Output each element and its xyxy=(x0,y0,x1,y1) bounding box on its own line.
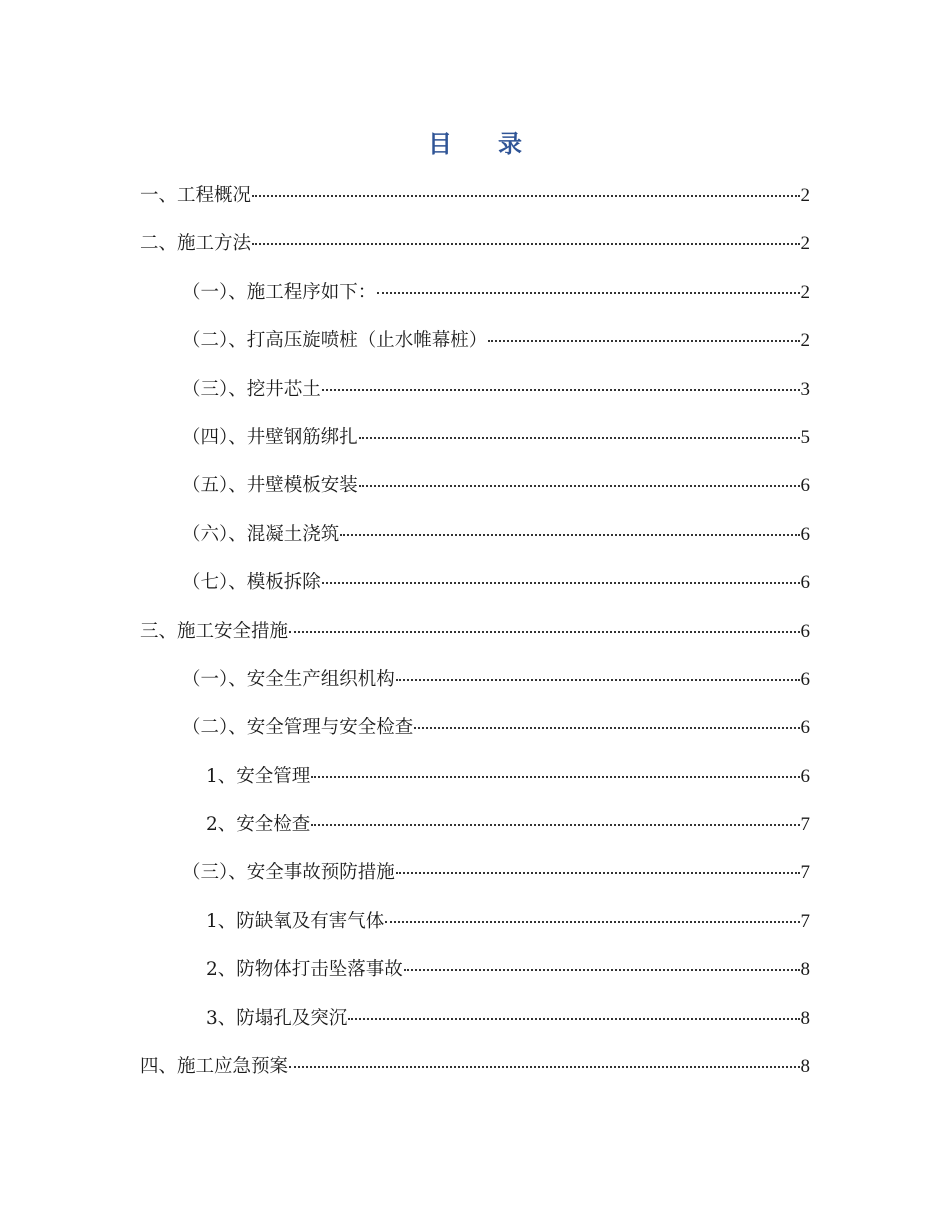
toc-page-number: 6 xyxy=(800,717,810,739)
toc-page-number: 2 xyxy=(800,233,810,255)
toc-dot-leader xyxy=(289,631,799,633)
toc-entry-label: 2、防物体打击坠落事故 xyxy=(206,959,403,981)
toc-entry-label: （三）、安全事故预防措施 xyxy=(182,862,395,884)
toc-page-number: 2 xyxy=(800,330,810,352)
toc-entry[interactable] xyxy=(140,174,810,222)
toc-page-number: 2 xyxy=(800,281,810,303)
toc-dot-leader xyxy=(252,243,799,245)
toc-dot-leader xyxy=(311,776,799,778)
toc-entry[interactable] xyxy=(140,222,810,270)
toc-page-number: 7 xyxy=(800,814,810,836)
toc-dot-leader xyxy=(359,437,800,439)
toc-page-number: 3 xyxy=(800,378,810,400)
toc-entry[interactable] xyxy=(140,610,810,658)
toc-entry[interactable] xyxy=(140,464,810,512)
toc-entry-label: 三、施工安全措施 xyxy=(140,620,289,642)
toc-entry[interactable] xyxy=(140,416,810,464)
toc-page-number: 8 xyxy=(800,959,810,981)
toc-entry-label: 3、防塌孔及突沉 xyxy=(206,1007,348,1029)
toc-page-number: 8 xyxy=(800,1007,810,1029)
toc-entry[interactable] xyxy=(140,755,810,803)
toc-page-number: 6 xyxy=(800,620,810,642)
toc-dot-leader xyxy=(322,582,800,584)
toc-entry[interactable] xyxy=(140,271,810,319)
toc-title-part-2: 录 xyxy=(498,130,522,158)
toc-title-part-1: 目 xyxy=(428,130,452,158)
toc-dot-leader xyxy=(348,1018,799,1020)
toc-dot-leader xyxy=(322,389,800,391)
toc-entry[interactable] xyxy=(140,948,810,996)
toc-dot-leader xyxy=(252,195,799,197)
toc-list xyxy=(140,174,810,1093)
toc-entry-label: 一、工程概况 xyxy=(140,185,252,206)
toc-entry-label: （一）、安全生产组织机构 xyxy=(182,668,395,690)
toc-page-number: 6 xyxy=(800,668,810,690)
toc-dot-leader xyxy=(340,534,799,536)
toc-entry-label: （二）、安全管理与安全检查 xyxy=(182,717,414,739)
toc-dot-leader xyxy=(377,292,799,294)
toc-entry[interactable] xyxy=(140,513,810,561)
toc-entry-label: （七）、模板拆除 xyxy=(182,572,321,594)
toc-entry[interactable] xyxy=(140,997,810,1045)
toc-dot-leader xyxy=(385,921,799,923)
toc-page-number: 6 xyxy=(800,475,810,497)
toc-dot-leader xyxy=(289,1066,799,1068)
toc-page-number: 7 xyxy=(800,910,810,932)
toc-title xyxy=(0,124,950,164)
toc-entry-label: （四）、井壁钢筋绑扎 xyxy=(182,426,358,448)
toc-dot-leader xyxy=(396,872,800,874)
toc-entry[interactable] xyxy=(140,658,810,706)
toc-entry-label: （一）、施工程序如下： xyxy=(182,281,377,303)
toc-page-number: 6 xyxy=(800,765,810,787)
toc-dot-leader xyxy=(404,969,800,971)
toc-entry-label: 1、安全管理 xyxy=(206,765,311,787)
toc-entry-label: （六）、混凝土浇筑 xyxy=(182,523,340,545)
toc-entry-label: （五）、井壁模板安装 xyxy=(182,475,358,497)
toc-entry-label: 四、施工应急预案 xyxy=(140,1056,289,1078)
toc-page-number: 5 xyxy=(800,426,810,448)
toc-entry-label: 2、安全检查 xyxy=(206,814,311,836)
toc-page-number: 2 xyxy=(800,185,810,206)
toc-entry-label: 二、施工方法 xyxy=(140,233,252,255)
toc-entry[interactable] xyxy=(140,1045,810,1093)
toc-dot-leader xyxy=(359,485,800,487)
toc-dot-leader xyxy=(488,340,799,342)
toc-dot-leader xyxy=(396,679,800,681)
toc-entry[interactable] xyxy=(140,900,810,948)
toc-page-number: 8 xyxy=(800,1056,810,1078)
toc-page-number: 7 xyxy=(800,862,810,884)
toc-page-number: 6 xyxy=(800,572,810,594)
toc-entry-label: （三）、挖井芯土 xyxy=(182,378,321,400)
toc-dot-leader xyxy=(414,727,799,729)
toc-entry[interactable] xyxy=(140,803,810,851)
toc-entry[interactable] xyxy=(140,561,810,609)
toc-entry-label: （二）、打高压旋喷桩（止水帷幕桩） xyxy=(182,330,488,352)
toc-page-number: 6 xyxy=(800,523,810,545)
toc-entry[interactable] xyxy=(140,706,810,754)
toc-dot-leader xyxy=(311,824,799,826)
toc-entry-label: 1、防缺氧及有害气体 xyxy=(206,910,385,932)
toc-entry[interactable] xyxy=(140,851,810,899)
toc-entry[interactable] xyxy=(140,368,810,416)
toc-entry[interactable] xyxy=(140,319,810,367)
